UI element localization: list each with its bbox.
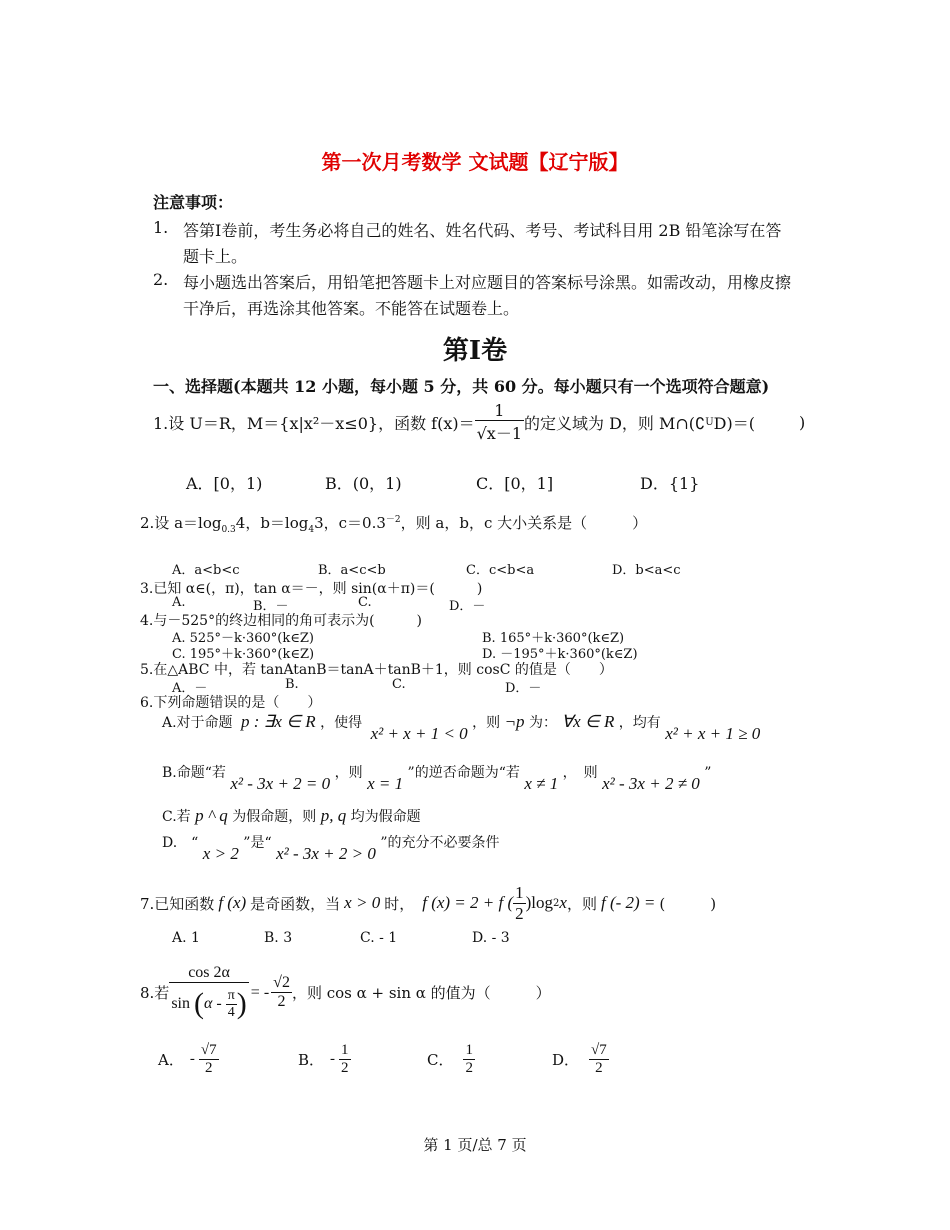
q8-equals: = - <box>250 983 270 1001</box>
q8-den-alpha: α - <box>203 995 222 1012</box>
q6b-expr-1: x² - 3x + 2 = 0 <box>230 774 331 793</box>
q5-option-a: A．－ <box>172 681 208 696</box>
question-6: 6.下列命题错误的是（ ） <box>140 695 322 711</box>
q6b-expr-2: x = 1 <box>367 774 404 793</box>
q8b-label: B． <box>298 1050 325 1069</box>
q3-option-b: B．－ <box>253 599 289 614</box>
q6d-text-c: ”的充分不必要条件 <box>380 835 500 851</box>
q8b-sign: - <box>330 1050 336 1067</box>
q2-sub-2: 4 <box>308 525 315 535</box>
q7-text-b: 是奇函数，当 <box>250 894 341 913</box>
q8b-fraction <box>339 1042 351 1077</box>
q1-stem-b: 的定义域为 D，则 M∩(∁ <box>524 413 706 433</box>
q8b-den: 2 <box>341 1059 349 1076</box>
q2-option-b: B．a<c<b <box>318 563 386 578</box>
q8c-num: 1 <box>465 1041 473 1058</box>
q8a-num: √7 <box>200 1041 217 1058</box>
notice-heading: 注意事项： <box>153 193 234 212</box>
q8-denominator <box>169 983 248 1021</box>
q5-option-b: B. <box>285 677 299 692</box>
q6b-text-e: ” <box>704 765 712 781</box>
q8a-den: 2 <box>204 1059 213 1076</box>
q7-expr-5: x <box>559 893 567 912</box>
q8a-fraction <box>199 1042 219 1077</box>
q4-option-c: C. 195°＋k·360°(k∈Z) <box>172 647 315 662</box>
q7-frac-den: 2 <box>515 903 524 923</box>
q2-tail: ，则 a，b，c 大小关系是（ ） <box>400 514 648 532</box>
q6a-expr-3: x² + x + 1 ≥ 0 <box>665 724 761 743</box>
question-1 <box>153 400 805 444</box>
q1-fraction <box>475 401 524 444</box>
q8d-fraction <box>589 1042 609 1077</box>
q6b-text-b: ，则 <box>334 765 363 781</box>
q6-option-d <box>162 832 499 866</box>
q8c-label: C． <box>427 1050 454 1069</box>
question-5: 5.在△ABC 中，若 tanAtanB＝tanA＋tanB＋1，则 cosC 的值是（ ） <box>140 662 613 678</box>
notice-item-1-num: 1. <box>153 218 169 237</box>
q2-mid-2: 3，c＝0.3 <box>314 514 386 532</box>
q6c-text-a: C.若 <box>162 809 191 825</box>
q7-text-a: 7.已知函数 <box>140 894 215 913</box>
q1-stem-c: D)＝( <box>713 413 755 433</box>
q5-option-c: C. <box>392 677 406 692</box>
q8c-fraction <box>463 1042 475 1077</box>
q6a-expr-1: x² + x + 1 < 0 <box>370 724 468 743</box>
q7-sub: 2 <box>553 897 560 909</box>
q8-tail: ，则 cos α + sin α 的值为（ ） <box>291 984 551 1002</box>
q8-pi-den: 4 <box>227 1004 235 1020</box>
q1-option-c: C．[0，1] <box>476 474 554 493</box>
q8-pi-fraction <box>226 988 237 1021</box>
q2-mid-1: 4，b＝log <box>235 514 309 532</box>
q2-sub-1: 0.3 <box>221 525 236 535</box>
q7-text-c: 时， <box>384 894 415 913</box>
q7-option-b: B. 3 <box>264 930 293 946</box>
q8b-num: 1 <box>341 1041 349 1058</box>
q7-option-d: D. - 3 <box>472 930 510 946</box>
q1-option-a: A．[0，1) <box>186 474 263 493</box>
q7-text-d: ，则 <box>566 894 597 913</box>
q6a-text-b: ，使得 <box>320 715 363 731</box>
q6b-expr-4: x² - 3x + 2 ≠ 0 <box>602 774 700 793</box>
q6a-expr-np: ¬p <box>504 712 525 731</box>
q7-text-e: ( ) <box>659 894 717 913</box>
q7-expr-6: f (- 2) = <box>600 893 656 912</box>
q8-rhs-fraction <box>271 974 292 1011</box>
notice-item-2-line2: 干净后，再选涂其他答案。不能答在试题卷上。 <box>183 299 520 318</box>
q6a-expr-2: ∀x ∈ R <box>561 712 615 731</box>
q3-option-a: A. <box>172 595 186 610</box>
q6-option-b <box>162 762 711 796</box>
q6c-expr-2: p, q <box>320 806 347 825</box>
question-8 <box>140 955 551 1030</box>
q7-expr-2: x > 0 <box>344 893 381 912</box>
q8d-num: √7 <box>591 1041 607 1058</box>
q3-option-d: D．－ <box>449 599 486 614</box>
q8-option-d <box>552 1036 609 1082</box>
q3-option-c: C. <box>358 595 372 610</box>
question-2 <box>140 512 647 535</box>
q6b-text-a: B.命题“若 <box>162 765 226 781</box>
q6-option-a <box>162 712 760 746</box>
notice-item-2-num: 2. <box>153 270 169 289</box>
q1-stem-a: 1.设 U＝R，M＝{x|x²－x≤0}，函数 f(x)＝ <box>153 413 475 433</box>
q8-option-a <box>158 1036 219 1082</box>
q8-den-sin: sin <box>171 995 190 1012</box>
q8-option-b <box>298 1036 351 1082</box>
q8-main-fraction <box>169 964 248 1021</box>
q6-option-c <box>162 806 421 826</box>
q8-pi-num: π <box>227 987 235 1003</box>
q1-frac-num: 1 <box>475 401 524 421</box>
q6d-text-a: D. “ <box>162 835 199 851</box>
q7-option-c: C. - 1 <box>360 930 398 946</box>
question-7 <box>140 880 716 926</box>
notice-item-1-line2: 题卡上。 <box>183 247 248 266</box>
q2-option-a: A．a<b<c <box>172 563 240 578</box>
part1-header: 一、选择题(本题共 12 小题，每小题 5 分，共 60 分。每小题只有一个选项符合题意) <box>153 377 770 396</box>
q7-frac-num: 1 <box>515 882 524 902</box>
q1-blank: ) <box>799 412 806 432</box>
notice-item-1-line1: 答第Ⅰ卷前，考生务必将自己的姓名、姓名代码、考号、考试科目用 2B 铅笔涂写在答 <box>183 221 782 240</box>
q7-option-a: A. 1 <box>172 930 200 946</box>
q7-expr-3: f (x) = 2 + f ( <box>422 893 514 912</box>
q8-label: 8.若 <box>140 984 170 1002</box>
q1-option-b: B．(0，1) <box>325 474 402 493</box>
q8-rhs-num: √2 <box>273 974 290 991</box>
q7-expr-1: f (x) <box>218 893 247 912</box>
q6c-text-c: 均为假命题 <box>350 809 421 825</box>
q6d-expr-2: x² - 3x + 2 > 0 <box>276 844 376 863</box>
q6a-expr-p: p : ∃x ∈ R <box>241 712 316 731</box>
question-4: 4.与－525°的终边相同的角可表示为( ) <box>140 613 423 629</box>
q1-sub: U <box>705 416 714 428</box>
q6a-text-a: A.对于命题 <box>162 715 233 731</box>
q8-rhs-den: 2 <box>277 993 286 1010</box>
q7-expr-4: )log <box>525 893 554 912</box>
q8d-label: D． <box>552 1050 580 1069</box>
q8-numerator: cos 2α <box>169 964 248 983</box>
q6b-expr-3: x ≠ 1 <box>524 774 559 793</box>
page-title: 第一次月考数学 文试题【辽宁版】 <box>321 150 629 174</box>
q8-paren-close: ) <box>236 987 247 1020</box>
q8-option-c <box>427 1036 475 1082</box>
q2-sup: －2 <box>385 515 401 525</box>
q1-frac-den: √x－1 <box>476 423 523 443</box>
q6c-text-b: 为假命题，则 <box>232 809 317 825</box>
notice-item-2-line1: 每小题选出答案后，用铅笔把答题卡上对应题目的答案标号涂黑。如需改动，用橡皮擦 <box>183 273 792 292</box>
q4-option-a: A. 525°－k·360°(k∈Z) <box>172 631 314 646</box>
q6d-expr-1: x > 2 <box>202 844 239 863</box>
q8-paren-open: ( <box>193 987 204 1020</box>
q6b-text-c: ”的逆否命题为“若 <box>407 765 520 781</box>
q8d-den: 2 <box>595 1059 603 1076</box>
q8a-label: A． <box>158 1050 184 1069</box>
q1-option-d: D．{1} <box>640 474 700 493</box>
q6b-text-d: ， 则 <box>562 765 598 781</box>
q5-option-d: D．－ <box>505 681 542 696</box>
section-heading: 第Ⅰ卷 <box>442 336 508 366</box>
q2-option-d: D．b<a<c <box>612 563 681 578</box>
q6a-text-c: ，则 <box>472 715 501 731</box>
page-footer: 第 1 页/总 7 页 <box>423 1136 527 1154</box>
q4-option-b: B. 165°＋k·360°(k∈Z) <box>482 631 625 646</box>
q6a-text-d: 为： <box>529 715 558 731</box>
q8a-sign: - <box>189 1050 195 1067</box>
q7-fraction <box>513 883 526 924</box>
q8c-den: 2 <box>465 1059 473 1076</box>
q2-option-c: C．c<b<a <box>466 563 535 578</box>
q2-stem: 2.设 a＝log <box>140 514 222 532</box>
q6d-text-b: ”是“ <box>243 835 272 851</box>
q4-option-d: D. －195°＋k·360°(k∈Z) <box>482 647 638 662</box>
q6c-expr-1: p ^ q <box>195 806 228 825</box>
question-3: 3.已知 α∈(，π)，tan α＝－，则 sin(α＋π)＝( ) <box>140 581 483 597</box>
q6a-text-f: ，均有 <box>618 715 661 731</box>
